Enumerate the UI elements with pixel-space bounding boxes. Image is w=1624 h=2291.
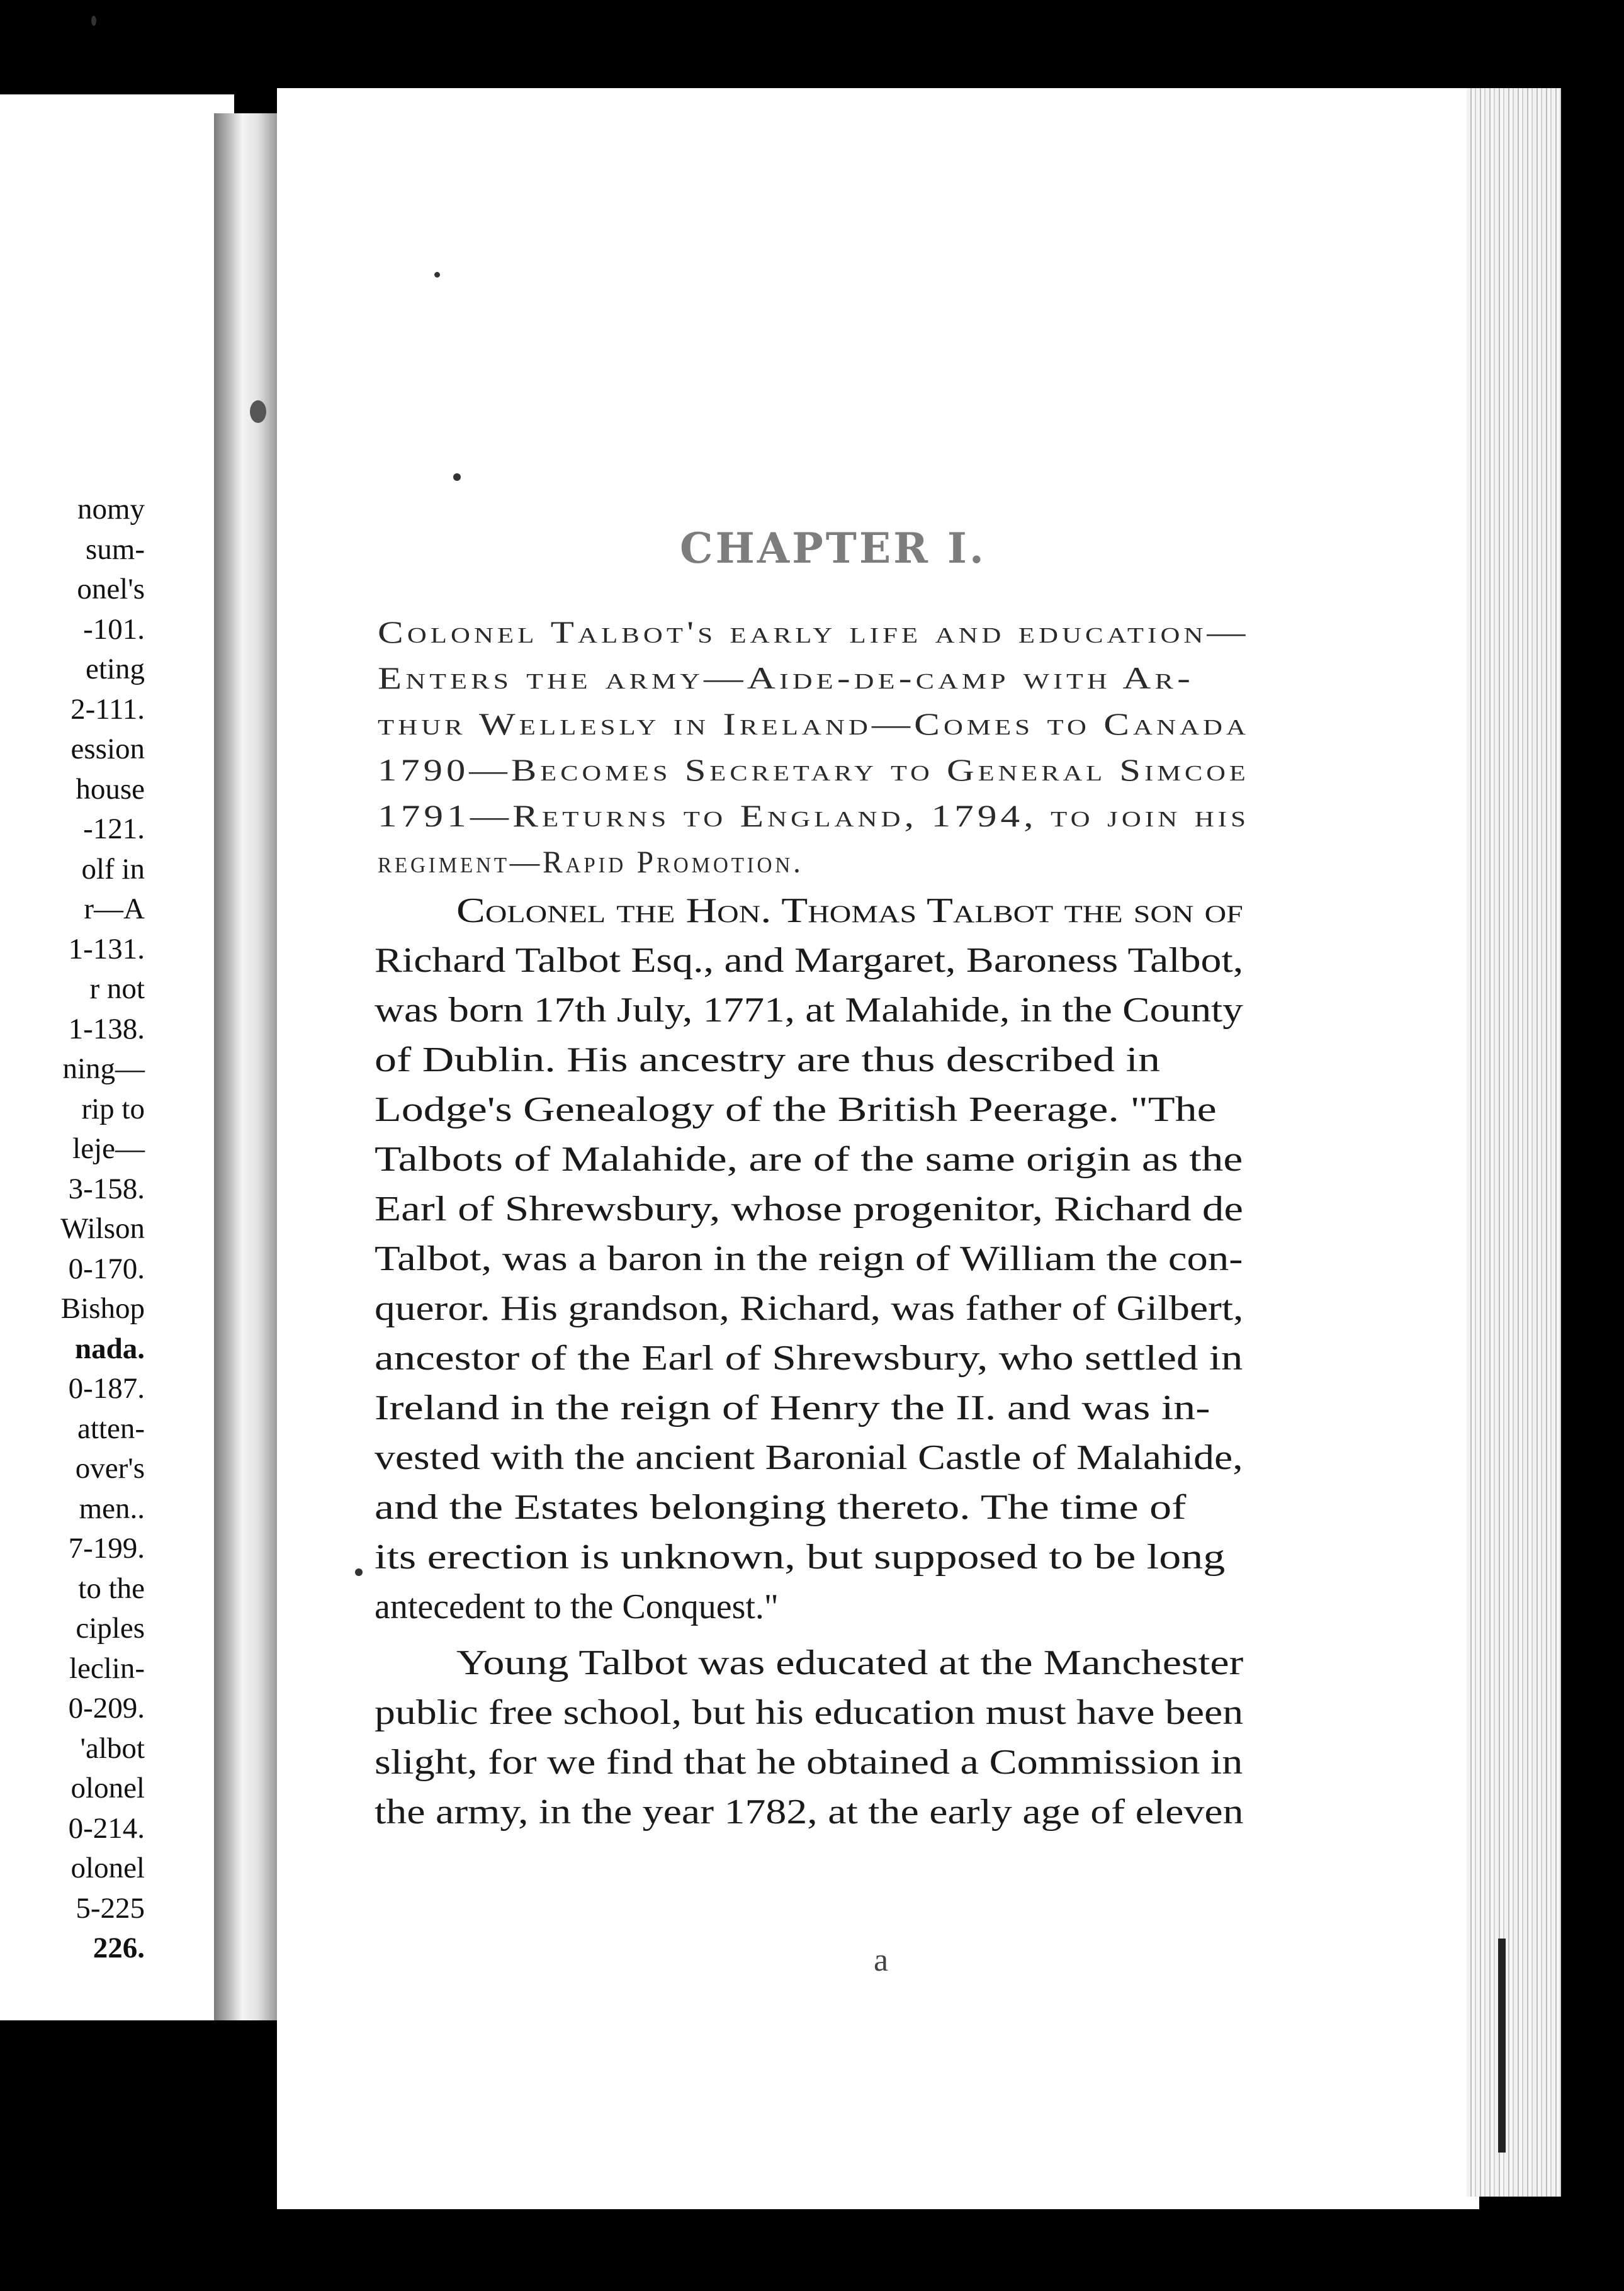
paragraph-line: Richard Talbot Esq., and Margaret, Baroness Talbot, [375, 941, 1244, 980]
book-gutter [214, 113, 277, 2020]
left-line: 0-209. [68, 1692, 145, 1725]
paragraph-line: Ireland in the reign of Henry the II. and was in- [375, 1388, 1210, 1427]
left-line: atten- [77, 1412, 145, 1445]
left-line: 7-199. [68, 1532, 145, 1565]
left-line: sum- [86, 532, 145, 566]
ink-speck [91, 16, 96, 26]
left-line: olf in [81, 852, 145, 886]
left-line: 1-138. [68, 1012, 145, 1045]
left-line: r—A [84, 892, 145, 925]
ink-speck [355, 1568, 363, 1576]
synopsis-line: Enters the army—Aide-de-camp with Ar- [378, 660, 1195, 695]
left-line: 5-225 [76, 1891, 145, 1925]
paragraph-line: queror. His grandson, Richard, was father of Gilbert, [375, 1289, 1244, 1328]
paragraph-line: Lodge's Genealogy of the British Peerage. "The [375, 1090, 1217, 1129]
left-line: 0-214. [68, 1811, 145, 1845]
left-line: 2-111. [70, 692, 145, 726]
left-line: men.. [79, 1492, 145, 1525]
left-line: leje— [72, 1132, 145, 1165]
left-line: Wilson [60, 1212, 145, 1245]
ink-speck [434, 272, 440, 278]
left-page-column [0, 490, 145, 1969]
paragraph-line: public free school, but his education must have been [375, 1693, 1244, 1732]
chapter-heading: CHAPTER I. [680, 524, 986, 573]
synopsis-line: Colonel Talbot's early life and education— [378, 614, 1249, 650]
synopsis-line: thur Wellesly in Ireland—Comes to Canada [378, 706, 1250, 741]
left-line: ning— [62, 1052, 145, 1085]
left-line: Bishop [60, 1292, 145, 1325]
left-line: 1-131. [68, 932, 145, 965]
paragraph-line: its erection is unknown, but supposed to be long [375, 1538, 1226, 1577]
left-line: nada. [74, 1332, 145, 1365]
left-line: -101. [83, 612, 145, 646]
left-line: eting [86, 653, 145, 685]
left-line: onel's [77, 573, 145, 605]
synopsis-line: regiment—Rapid Promotion. [378, 844, 804, 879]
synopsis-line: 1791—Returns to England, 1794, to join his [378, 798, 1250, 833]
paragraph-line: of Dublin. His ancestry are thus described in [375, 1040, 1161, 1079]
left-line: 0-187. [68, 1372, 145, 1405]
paragraph-line: Talbots of Malahide, are of the same origin as the [375, 1140, 1243, 1179]
left-line: r not [89, 972, 145, 1005]
left-line: 'albot [80, 1731, 145, 1765]
edge-mark [1498, 1939, 1506, 2153]
signature-mark: a [874, 1942, 889, 1978]
ink-speck [453, 473, 461, 481]
left-line: 226. [93, 1932, 145, 1964]
left-line: -121. [83, 813, 145, 845]
left-line: nomy [77, 493, 145, 526]
page-edge [1467, 88, 1561, 2197]
paragraph-line: Colonel the Hon. Thomas Talbot the son of [456, 891, 1243, 930]
binding-hole [250, 400, 266, 423]
left-line: house [76, 772, 145, 806]
paragraph-line: ancestor of the Earl of Shrewsbury, who settled in [375, 1339, 1243, 1378]
paragraph-line: antecedent to the Conquest." [375, 1587, 779, 1626]
paragraph-line: vested with the ancient Baronial Castle of Malahide, [375, 1438, 1243, 1477]
paragraph-line: Talbot, was a baron in the reign of William the con- [375, 1239, 1243, 1278]
paragraph-line: Earl of Shrewsbury, whose progenitor, Richard de [375, 1190, 1244, 1229]
left-line: ciples [76, 1612, 145, 1645]
paragraph-line: slight, for we find that he obtained a Commission in [375, 1743, 1243, 1782]
left-line: rip to [81, 1092, 145, 1125]
left-line: leclin- [69, 1652, 145, 1685]
paragraph-line: the army, in the year 1782, at the early age of eleven [375, 1793, 1244, 1832]
paragraph-line: and the Estates belonging thereto. The time of [375, 1488, 1187, 1527]
left-line: to the [78, 1572, 145, 1605]
left-line: ession [70, 733, 145, 765]
left-line: 0-170. [68, 1252, 145, 1285]
left-line: olonel [70, 1772, 145, 1804]
paragraph-line: Young Talbot was educated at the Manchester [456, 1643, 1244, 1682]
left-line: 3-158. [68, 1172, 145, 1205]
left-line: olonel [70, 1852, 145, 1884]
paragraph-line: was born 17th July, 1771, at Malahide, in the County [375, 991, 1243, 1030]
synopsis-line: 1790—Becomes Secretary to General Simcoe [378, 752, 1249, 787]
left-line: over's [75, 1452, 145, 1485]
